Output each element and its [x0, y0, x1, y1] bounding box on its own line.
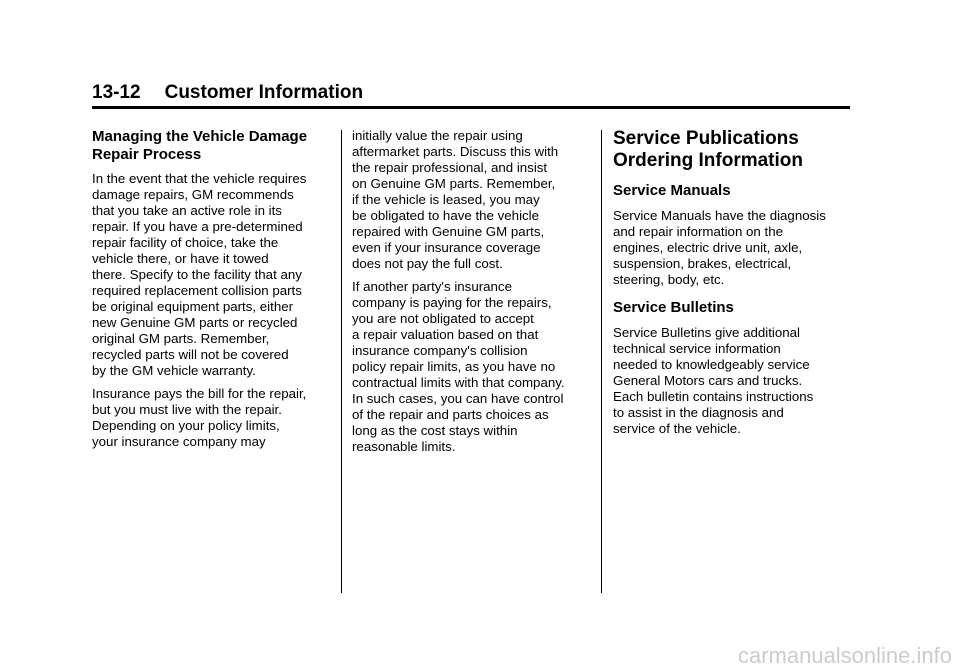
- column-3: [613, 128, 853, 444]
- service-bulletins-paragraph: [613, 325, 853, 437]
- text-line: but you must live with the repair.: [92, 402, 282, 417]
- insurance-paragraph-1: [352, 128, 592, 272]
- text-line: In the event that the vehicle requires: [92, 171, 307, 186]
- text-line: engines, electric drive unit, axle,: [613, 240, 803, 255]
- text-line: needed to knowledgeably service: [613, 357, 810, 372]
- page-header: [92, 80, 850, 109]
- damage-repair-paragraph-1: [92, 171, 332, 379]
- text-line: and repair information on the: [613, 224, 784, 239]
- column-1: [92, 128, 332, 457]
- service-manuals-heading: Service Manuals: [613, 182, 731, 199]
- text-line: repaired with Genuine GM parts,: [352, 224, 545, 239]
- text-line: the repair professional, and insist: [352, 160, 548, 175]
- section-title: Customer Information: [164, 82, 364, 103]
- text-line: service of the vehicle.: [613, 421, 741, 436]
- text-line: long as the cost stays within: [352, 423, 518, 438]
- column-divider-left: [341, 130, 342, 593]
- text-line: even if your insurance coverage: [352, 240, 541, 255]
- text-line: there. Specify to the facility that any: [92, 267, 302, 282]
- text-line: Insurance pays the bill for the repair,: [92, 386, 307, 401]
- heading-line: Service Publications: [613, 128, 799, 149]
- text-line: initially value the repair using: [352, 128, 523, 143]
- text-line: Depending on your policy limits,: [92, 418, 280, 433]
- text-line: Each bulletin contains instructions: [613, 389, 814, 404]
- service-publications-heading: [613, 128, 853, 172]
- text-line: insurance company's collision: [352, 343, 528, 358]
- column-2: [352, 128, 592, 462]
- text-line: reasonable limits.: [352, 439, 456, 454]
- text-line: aftermarket parts. Discuss this with: [352, 144, 559, 159]
- text-line: by the GM vehicle warranty.: [92, 363, 256, 378]
- header-text: [92, 82, 363, 104]
- text-line: a repair valuation based on that: [352, 327, 539, 342]
- text-line: If another party's insurance: [352, 279, 512, 294]
- damage-repair-heading: [92, 128, 332, 164]
- text-line: company is paying for the repairs,: [352, 295, 552, 310]
- text-line: recycled parts will not be covered: [92, 347, 289, 362]
- text-line: steering, body, etc.: [613, 272, 725, 287]
- text-line: be obligated to have the vehicle: [352, 208, 540, 223]
- heading-line: Managing the Vehicle Damage: [92, 128, 308, 145]
- text-line: contractual limits with that company.: [352, 375, 565, 390]
- text-line: damage repairs, GM recommends: [92, 187, 294, 202]
- text-line: policy repair limits, as you have no: [352, 359, 556, 374]
- text-line: repair. If you have a pre-determined: [92, 219, 303, 234]
- insurance-paragraph-2: [352, 279, 592, 455]
- text-line: suspension, brakes, electrical,: [613, 256, 792, 271]
- text-line: new Genuine GM parts or recycled: [92, 315, 298, 330]
- text-line: General Motors cars and trucks.: [613, 373, 803, 388]
- text-line: required replacement collision parts: [92, 283, 302, 298]
- text-line: to assist in the diagnosis and: [613, 405, 784, 420]
- text-line: Service Bulletins give additional: [613, 325, 801, 340]
- heading-line: Repair Process: [92, 146, 202, 163]
- watermark: carmanualsonline.info: [737, 643, 952, 668]
- text-line: your insurance company may: [92, 434, 266, 449]
- text-line: that you take an active role in its: [92, 203, 282, 218]
- text-line: on Genuine GM parts. Remember,: [352, 176, 556, 191]
- text-line: original GM parts. Remember,: [92, 331, 270, 346]
- text-line: Service Manuals have the diagnosis: [613, 208, 826, 223]
- text-line: does not pay the full cost.: [352, 256, 503, 271]
- page-number: 13-12: [92, 82, 141, 103]
- text-line: be original equipment parts, either: [92, 299, 294, 314]
- damage-repair-paragraph-2: [92, 386, 332, 450]
- text-line: vehicle there, or have it towed: [92, 251, 269, 266]
- heading-line: Ordering Information: [613, 150, 803, 171]
- service-manuals-paragraph: [613, 208, 853, 288]
- text-line: repair facility of choice, take the: [92, 235, 279, 250]
- text-line: In such cases, you can have control: [352, 391, 564, 406]
- text-line: of the repair and parts choices as: [352, 407, 549, 422]
- text-line: if the vehicle is leased, you may: [352, 192, 540, 207]
- service-bulletins-heading: Service Bulletins: [613, 299, 734, 316]
- column-divider-right: [601, 130, 602, 593]
- text-line: technical service information: [613, 341, 781, 356]
- text-line: you are not obligated to accept: [352, 311, 534, 326]
